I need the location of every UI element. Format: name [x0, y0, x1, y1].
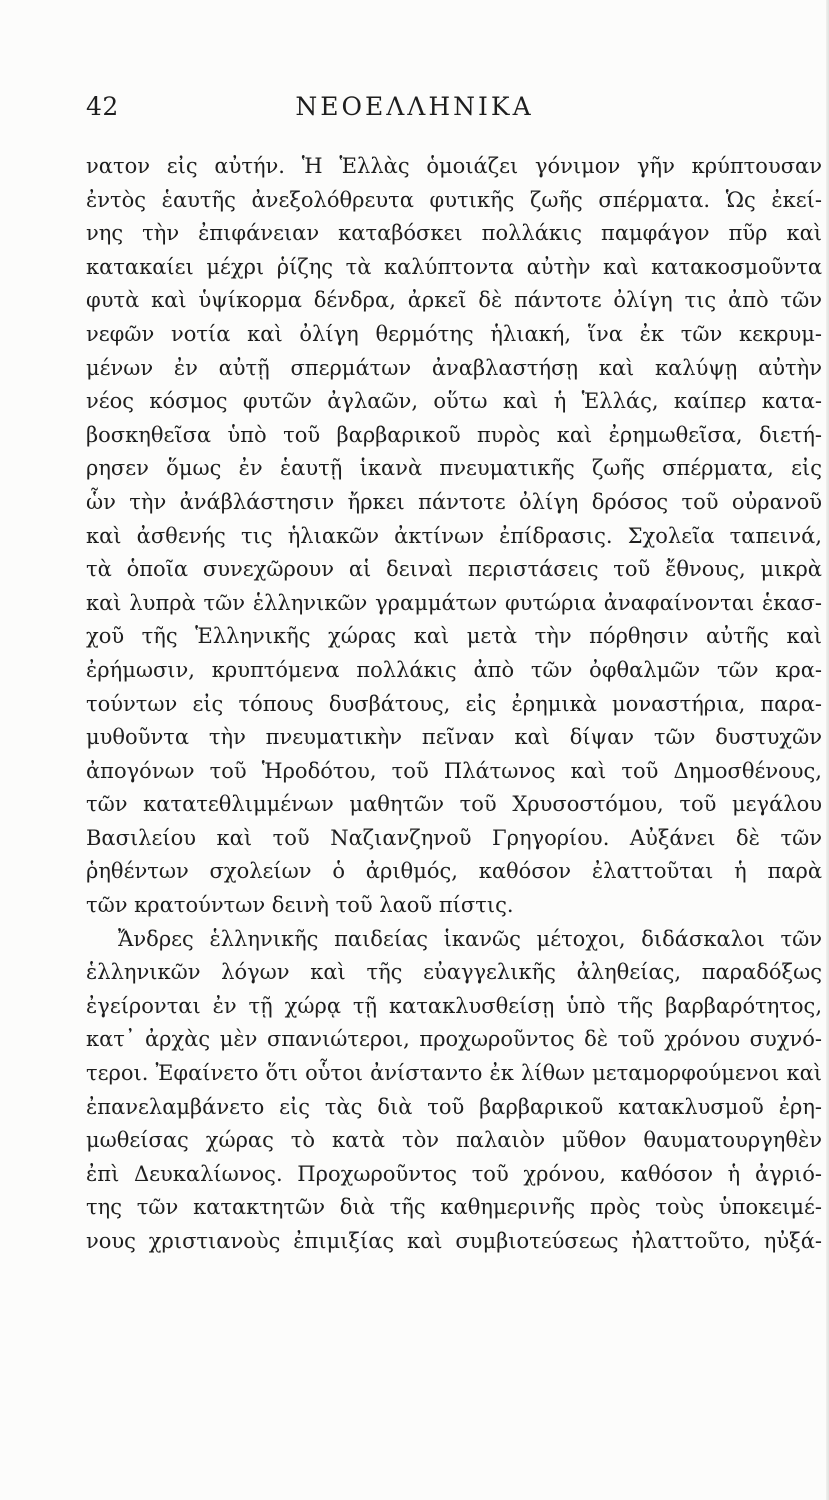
text-line: ὧν τὴν ἀνάβλάστησιν ἤρκει πάντοτε ὀλίγη δρόσος τοῦ οὐρανοῦ	[86, 489, 822, 514]
text-line: νέος κόσμος φυτῶν ἀγλαῶν, οὕτω καὶ ἡ Ἑλλάς, καίπερ κατα-	[86, 389, 822, 414]
text-line: μένων ἐν αὐτῇ σπερμάτων ἀναβλαστήσῃ καὶ καλύψῃ αὐτὴν	[86, 355, 822, 380]
text-line: τὰ ὁποῖα συνεχῶρουν αἱ δειναὶ περιστάσεις τοῦ ἔθνους, μικρὰ	[86, 557, 822, 582]
text-line: φυτὰ καὶ ὑψίκορμα δένδρα, ἀρκεῖ δὲ πάντοτε ὀλίγη τις ἀπὸ τῶν	[86, 288, 822, 313]
text-line: νους χριστιανοὺς ἐπιμιξίας καὶ συμβιοτεύσεως ἠλαττοῦτο, ηὐξά-	[86, 1229, 822, 1253]
paragraph-end-line: τῶν κρατούντων δεινὴ τοῦ λαοῦ πίστις.	[86, 893, 514, 918]
text-line: κατακαίει μέχρι ῥίζης τὰ καλύπτοντα αὐτὴν καὶ κατακοσμοῦντα	[86, 254, 822, 279]
text-line: καὶ ἀσθενής τις ἡλιακῶν ἀκτίνων ἐπίδρασις. Σχολεῖα ταπεινά,	[86, 523, 822, 548]
text-line: χοῦ τῆς Ἑλληνικῆς χώρας καὶ μετὰ τὴν πόρθησιν αὐτῆς καὶ	[86, 624, 822, 649]
text-line: της τῶν κατακτητῶν διὰ τῆς καθημερινῆς πρὸς τοὺς ὑποκειμέ-	[86, 1195, 822, 1220]
text-line: τεροι. Ἐφαίνετο ὅτι οὗτοι ἀνίσταντο ἐκ λίθων μεταμορφούμενοι καὶ	[86, 1061, 822, 1086]
text-line: νης τὴν ἐπιφάνειαν καταβόσκει πολλάκις παμφάγον πῦρ καὶ	[86, 221, 822, 246]
text-line: καὶ λυπρὰ τῶν ἑλληνικῶν γραμμάτων φυτώρια ἀναφαίνονται ἑκασ-	[86, 590, 822, 615]
text-line: ἐπὶ Δευκαλίωνος. Προχωροῦντος τοῦ χρόνου, καθόσον ἡ ἀγριό-	[86, 1161, 822, 1186]
body-text	[86, 150, 822, 1259]
text-line: νεφῶν νοτία καὶ ὀλίγη θερμότης ἡλιακή, ἵνα ἐκ τῶν κεκρυμ-	[86, 321, 822, 346]
text-line: ἀπογόνων τοῦ Ἡροδότου, τοῦ Πλάτωνος καὶ τοῦ Δημοσθένους,	[86, 758, 822, 783]
text-line: νατον εἰς αὐτήν. Ἡ Ἑλλὰς ὁμοιάζει γόνιμον γῆν κρύπτουσαν	[86, 154, 822, 178]
text-line: ρησεν ὅμως ἐν ἑαυτῇ ἱκανὰ πνευματικῆς ζωῆς σπέρματα, εἰς	[86, 456, 822, 481]
text-line: τῶν κατατεθλιμμένων μαθητῶν τοῦ Χρυσοστόμου, τοῦ μεγάλου	[86, 792, 822, 817]
text-line: Βασιλείου καὶ τοῦ Ναζιανζηνοῦ Γρηγορίου. Αὐξάνει δὲ τῶν	[86, 825, 822, 850]
text-line: ἐπανελαμβάνετο εἰς τὰς διὰ τοῦ βαρβαρικοῦ κατακλυσμοῦ ἐρη-	[86, 1094, 822, 1119]
text-line: βοσκηθεῖσα ὑπὸ τοῦ βαρβαρικοῦ πυρὸς καὶ ἐρημωθεῖσα, διετή-	[86, 422, 822, 447]
text-line: τούντων εἰς τόπους δυσβάτους, εἰς ἐρημικὰ μοναστήρια, παρα-	[86, 691, 822, 716]
text-line: ἑλληνικῶν λόγων καὶ τῆς εὐαγγελικῆς ἀληθείας, παραδόξως	[86, 960, 822, 985]
text-line: κατ᾽ ἀρχὰς μὲν σπανιώτεροι, προχωροῦντος δὲ τοῦ χρόνου συχνό-	[86, 1027, 822, 1052]
text-line: μωθείσας χώρας τὸ κατὰ τὸν παλαιὸν μῦθον θαυματουργηθὲν	[86, 1128, 822, 1153]
text-line: ἐγείρονται ἐν τῇ χώρᾳ τῇ κατακλυσθείσῃ ὑπὸ τῆς βαρβαρότητος,	[86, 993, 822, 1018]
text-line: ῥηθέντων σχολείων ὁ ἀριθμός, καθόσον ἐλαττοῦται ἡ παρὰ	[86, 859, 822, 884]
paragraph-start-line: Ἄνδρες ἑλληνικῆς παιδείας ἱκανῶς μέτοχοι, διδάσκαλοι τῶν	[118, 926, 822, 951]
running-title: ΝΕΟΕΛΛΗΝΙΚΑ	[295, 92, 534, 121]
text-line: ἐντὸς ἑαυτῆς ἀνεξολόθρευτα φυτικῆς ζωῆς σπέρματα. Ὡς ἐκεί-	[86, 187, 822, 212]
text-line: ἐρήμωσιν, κρυπτόμενα πολλάκις ἀπὸ τῶν ὀφθαλμῶν τῶν κρα-	[86, 657, 822, 682]
page-number: 42	[86, 92, 119, 121]
text-line: μυθοῦντα τὴν πνευματικὴν πεῖναν καὶ δίψαν τῶν δυστυχῶν	[86, 725, 822, 750]
